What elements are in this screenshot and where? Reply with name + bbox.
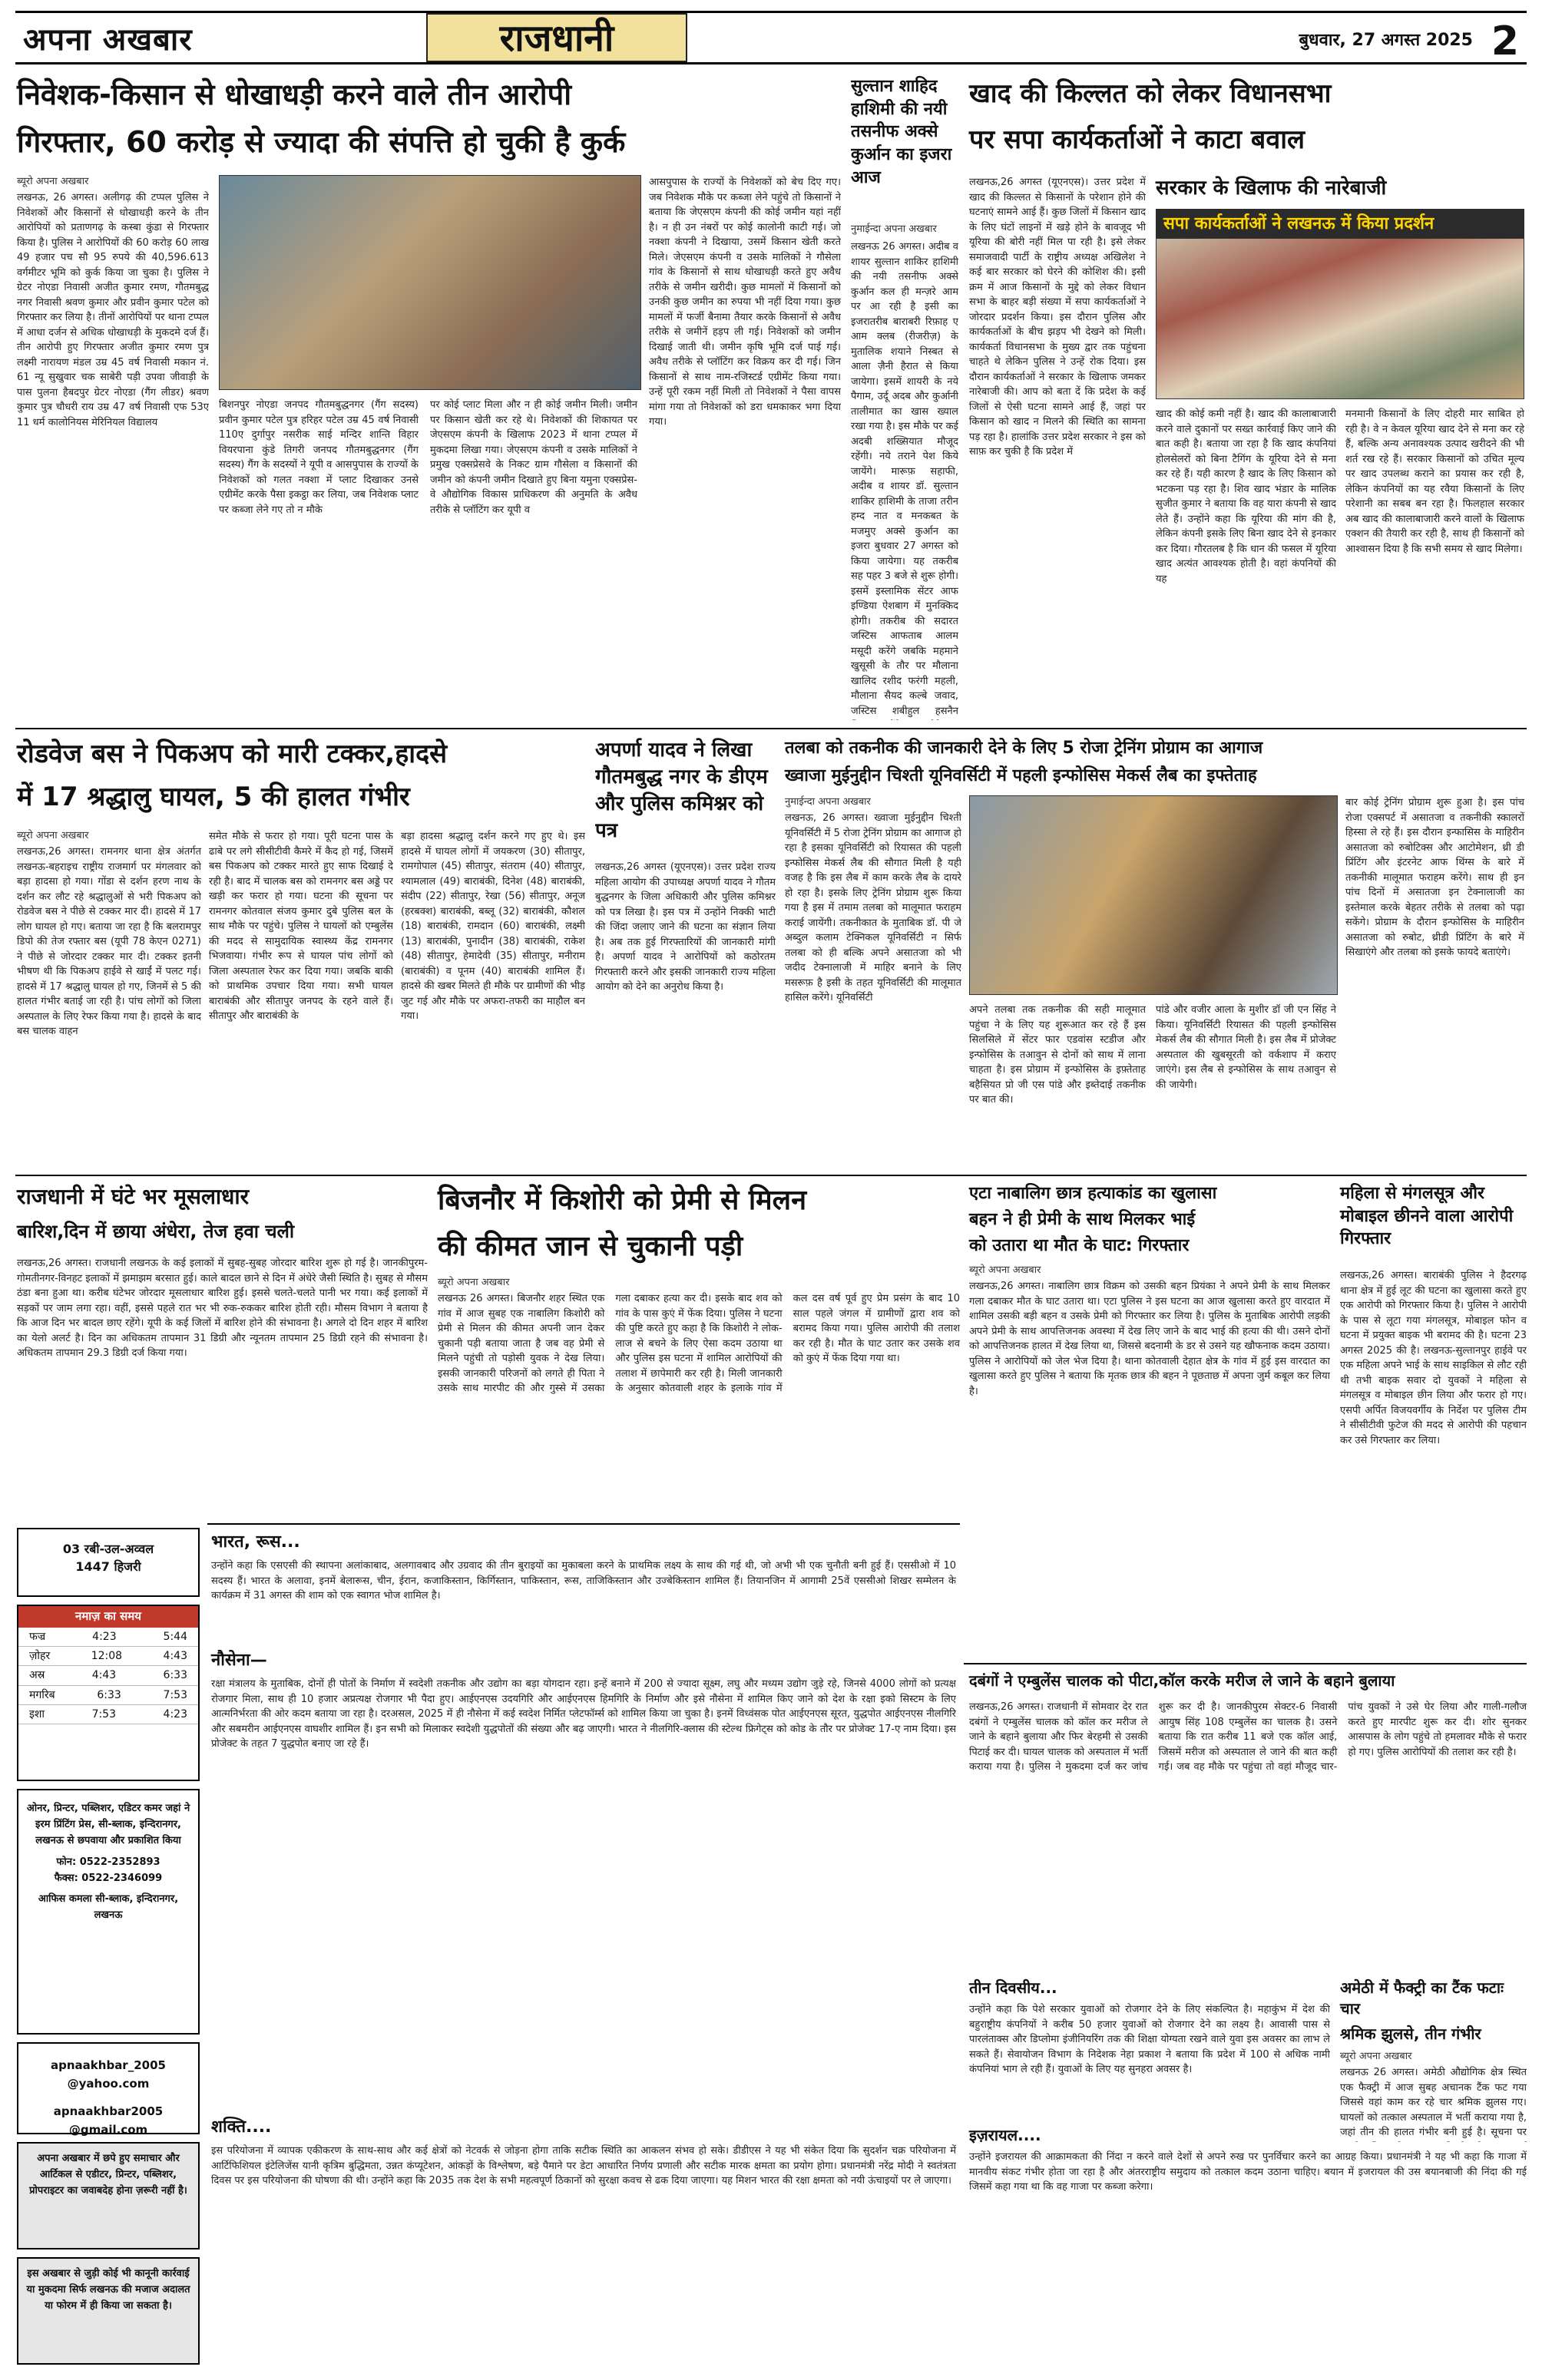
- story5-body: लखनऊ,26 अगस्त (यूएनएस)। उत्तर प्रदेश राज्य महिला आयोग की उपाध्यक्ष अपर्णा यादव ने गौतम बुद्धनगर के जिला अधिकारी और पुलिस कमिश्नर को पत्र लिखा है। इस पत्र में उन्होंने निक्की भाटी की जिंदा जलाए जाने की घटना का संज्ञान लिया है। अब तक हुई गिरफ्तारियों की जानकारी मांगी है। अपर्णा यादव ने आरोपियों को कठोरतम गिरफ्तारी करने और इसकी जानकारी राज्य महिला आयोग को देने का अनुरोध किया है।: [595, 861, 776, 993]
- imprint-box: [17, 1789, 200, 2035]
- prayer-start: 12:08: [91, 1650, 123, 1663]
- story4-headline-line2: में 17 श्रद्धालु घायल, 5 की हालत गंभीर: [17, 782, 410, 812]
- story17-headline-line2: श्रमिक झुलसे, तीन गंभीर: [1340, 2025, 1481, 2043]
- prayer-row: [18, 1686, 198, 1705]
- story4-byline: ब्यूरो अपना अखबार: [17, 830, 89, 841]
- story2-body: लखनऊ 26 अगस्त। अदीब व शायर सुल्तान शाकिर हाशिमी की नयी तसनीफ अक्से कुर्आन कल ही मन्ज़रे आम पर आ रही है इसी का इजरातरीब बाराबरी रिफ़ाह ए आम क्लब (रीजरीज़) के मुतालिक शयाने निस्बत से आला ज़ैनी हैरात से किया जायेगा। इसमें शायरी के नये पैगाम, उर्दू अदब और कुर्आनी तालीमात का खास ख्याल रखा गया है। इस मौके पर कई अदबी शख्सियात मौजूद रहेंगी। नये तराने पेश किये जायेंगे। मारूफ़ सहाफी, अदीब व शायर डॉ. सुल्तान शाकिर हाशिमी के ताजा तरीन हम्द नात व मनकबत के मजमुए अक्से कुर्आन का इजरा बुधवार 27 अगस्त को किया जायेगा। यह तकरीब सह पहर 3 बजे से शुरू होगी। इसमें इस्लामिक सेंटर आफ इण्डिया ऐशबाग में मुनक्किद होगी। तकरीब की सदारत जस्टिस आफताब आलम मसूदी करेंगे जबकि महमाने खुसूसी के तौर पर मौलाना खालिद रशीद फरंगी महली, मौलाना सैयद कल्बे जवाद, जस्टिस शबीहुल हसनैन: [851, 241, 958, 717]
- protest-photo: [1156, 238, 1524, 399]
- story1-byline: ब्यूरो अपना अखबार: [17, 176, 89, 187]
- story4-body-col2: समेत मौके से फरार हो गया। पूरी घटना पास के ढाबे पर लगे सीसीटीवी कैमरे में कैद हो गई, जिसमें बस पिकअप को टक्कर मारते हुए साफ दिखाई दे रही है। बाद में चालक बस को रामनगर बस अड्डे पर खड़ी कर फरार हो गया। घटना की सूचना पर रामनगर कोतवाल संजय कुमार दुबे पुलिस बल के साथ मौके पर पहुंचे। पुलिस ने घायलों को एम्बुलेंस की मदद से सामुदायिक स्वास्थ्य केंद्र रामनगर भिजवाया। गंभीर रूप से घायल पांच लोगों को जिला अस्पताल रेफर कर दिया गया। जबकि बाकी को प्राथमिक उपचार दिया गया। सभी घायल बाराबंकी और सीतापुर जनपद के रहने वाले हैं। सीतापुर और बाराबंकी के: [209, 831, 393, 1022]
- story1-body-col4: आसपुपास के राज्यों के निवेशकों को बेच दिए गए। जब निवेशक मौके पर कब्जा लेने पहुंचे तो किसानों ने बताया कि जेएसएम कंपनी की कोई जमीन यहां नहीं है। न ही उन नंबरों पर कोई कालोनी काटी गई। जो नक्शा कंपनी ने दिखाया, उसमें किसान खेती करते मिले। जेएसएम कंपनी व उसके मालिकों ने गौसेला गांव के किसानों से साथ धोखाधड़ी करते हुए अवैध तरीके से जमीन खरीदी। कुछ मामलों में किसानों को उनकी कुछ जमीन का रुपया भी नहीं दिया गया। कुछ मामलों में फर्जी बैनामा तैयार करके किसानों से अवैध तरीके से जमीनें हड़प ली गई। निवेशकों को जमीन दिखाई जाती थी। जमीन कृषि भूमि दर्ज पाई गई। अवैध तरीके से प्लॉटिंग कर विक्रय कर दी गई। जिन किसानों से साथ नाम-रजिस्टर्ड एग्रीमेंट किया गया। उन्हें पूरी रकम नहीं मिली तो निवेशकों ने पैसा वापस मांगा गया तो निवेशकों को डरा धमकाकर भगा दिया गया।: [649, 177, 841, 428]
- story7-body: लखनऊ,26 अगस्त। राजधानी लखनऊ के कई इलाकों में सुबह-सुबह जोरदार बारिश शुरू हो गई है। जानकीपुरम-गोमतीनगर-विनहट इलाकों में झमाझम बरसात हुई। काले बादल छाने से दिन में अंधेरे जैसी स्थिति है। सुबह से मौसम ठंडा बना हुआ था। करीब घंटेभर जोरदार मूसलाधार बारिश हुई। इससे चलते-चलते पानी भर गया। कई इलाकों में सड़कों पर जाम लगा रहा। वहीं, इससे पहले रात भर भी रुक-रुककर बारिश होती रही। मौसम विभाग ने बताया है कि आज दिन भर बादल छाए रहेंगे। यूपी के कई जिलों में बारिश होने की संभावना है। अगले दो दिन शहर में बारिश का येलो अलर्ट है। दिन का अधिकतम तापमान 31 डिग्री और न्यूनतम तापमान 25 डिग्री रहने की संभावना है। अधिकतम तापमान 29.3 डिग्री दर्ज किया गया।: [17, 1258, 428, 1359]
- story3-body-col2: खाद की कोई कमी नहीं है। खाद की कालाबाजारी करने वाले दुकानों पर सख्त कार्रवाई किए जाने की बात कही है। बताया जा रहा है कि खाद कंपनियां होलसेलरों को बिना टैगिंग के यूरिया देने से मना कर रहे हैं। यही कारण है खाद के लिए किसान को भटकना पड़ रहा है। शिव खाद भंडार के मालिक सुजीत कुमार ने बताया कि वह यारा कंपनी से खाद लेते हैं। उन्होंने कहा कि यूरिया की मांग की है, लेकिन कंपनी इसके लिए बिना खाद देने से इनकार कर दिया। गौरतलब है कि धान की फसल में यूरिया खाद अत्यंत आवश्यक होती है। वहां कंपनियों की यह: [1156, 408, 1336, 585]
- imprint-phone: फोन: 0522-2352893: [56, 1856, 160, 1869]
- section-divider-4: [964, 1663, 1527, 1664]
- story17-headline-line1: अमेठी में फैक्ट्री का टैंक फटाः चार: [1340, 1978, 1504, 2018]
- story7-headline-line1: राजधानी में घंटे भर मूसलाधार: [17, 1184, 250, 1209]
- prayer-times-box: [17, 1605, 200, 1781]
- story15-body: उन्होंने कहा कि पेशे सरकार युवाओं को रोजगार देने के लिए संकल्पित है। महाकुंभ में देश की बहुराष्ट्रीय कंपनियों ने करीब 50 हजार युवाओं को रोजगार देने का लक्ष्य है। आवासी पास से पारलंताक्स और डिप्लोमा इंजीनियरिंग तक की शिक्षा योग्यता रखने वाले युवा इस अवसर का लाभ ले सकते हैं। सेवायोजन विभाग के निदेशक नेहा प्रकाश ने बताया कि प्रदेश में 100 से अधिक नामी कंपनियां भाग ले रही हैं। युवाओं के लिए यह सुनहरा अवसर है।: [969, 2004, 1330, 2075]
- story3-body-col1: लखनऊ,26 अगस्त (यूएनएस)। उत्तर प्रदेश में खाद की किल्लत से किसानों के परेशान होने की घटनाएं सामने आई हैं। कुछ जिलों में किसान खाद के लिए घंटों लाइनों में खड़े होने के बावजूद भी यूरिया की बोरी नहीं मिल पा रही है। इसे लेकर समाजवादी पार्टी के राष्ट्रीय अध्यक्ष अखिलेश ने कई बार सरकार को घेरने की कोशिश की। इसी क्रम में आज किसानों के मुद्दे को लेकर विधान सभा के बाहर बड़ी संख्या में सपा कार्यकर्ताओं ने जोरदार प्रदर्शन किया। इस दौरान पुलिस और कार्यकर्ताओं के बीच झड़प भी देखने को मिली। कार्यकर्ता विधानसभा के मुख्य द्वार तक पहुंचना चाहते थे लेकिन पुलिस ने उन्हें रोक दिया। इस दौरान कार्यकर्ताओं ने सरकार के खिलाफ जमकर नारेबाजी की। आप को बता दें कि प्रदेश के कई जिलों से ऐसी घटना सामने आई हैं, जहां पर किसान को खाद न मिलने की स्थिति का सामना पड़ रहा है। हालांकि उत्तर प्रदेश सरकार ने इस को साफ़ कर चुकी है कि प्रदेश में: [969, 177, 1146, 458]
- prayer-end: 5:44: [163, 1630, 187, 1643]
- section-divider-2: [15, 1175, 1527, 1176]
- story10-body: लखनऊ,26 अगस्त। बाराबंकी पुलिस ने हैदरगढ़ थाना क्षेत्र में हुई लूट की घटना का खुलासा करते हुए एक आरोपी को गिरफ्तार किया है। पुलिस ने आरोपी के पास से लूटा गया मंगलसूत्र, मोबाइल फोन व घटना में प्रयुक्त बाइक भी बरामद की है। घटना 23 अगस्त 2025 की है। लखनऊ-सुल्तानपुर हाईवे पर एक महिला अपने भाई के साथ साइकिल से लौट रही थी तभी बाइक सवार दो युवकों ने महिला से मंगलसूत्र व मोबाइल छीन लिया और फरार हो गए। एसपी अर्पित विजयवर्गीय के निर्देश पर पुलिस टीम ने सीसीटीवी फुटेज की मदद से आरोपी की पहचान कर उसे गिरफ्तार कर लिया।: [1340, 1270, 1527, 1446]
- story9-byline: ब्यूरो अपना अखबार: [969, 1264, 1041, 1276]
- masthead: [15, 11, 1527, 64]
- email-1: apnaakhbar_2005 @yahoo.com: [51, 2058, 166, 2091]
- story6-body-col3: पांडे और वजीर आला के मुशीर डॉ जी एन सिंह ने किया। यूनिवर्सिटी रियासत की पहली इन्फोसिस मेकर्स लैब की सौगात मिली है। इस लैब में प्रोजेक्ट अस्पताल की खुबसूरती को वर्कशाप में कराए जाएंगे। इस लैब से इन्फोसिस के साथ तआवुन से की जायेगी।: [1156, 1004, 1336, 1091]
- story14-body: लखनऊ,26 अगस्त। राजधानी में सोमवार देर रात दबंगों ने एम्बुलेंस चालक को कॉल कर मरीज ले जाने के बहाने बुलाया और फिर बेरहमी से उसकी पिटाई कर दी। घायल चालक को अस्पताल में भर्ती कराया गया है। पुलिस ने मुकदमा दर्ज कर जांच शुरू कर दी है। जानकीपुरम सेक्टर-6 निवासी आयुष सिंह 108 एम्बुलेंस का चालक है। उसने बताया कि रात करीब 11 बजे एक कॉल आई, जिसमें मरीज को अस्पताल ले जाने की बात कही गई। जब वह मौके पर पहुंचा तो वहां मौजूद चार-पांच युवकों ने उसे घेर लिया और गाली-गलौज करते हुए मारपीट शुरू कर दी। शोर सुनकर आसपास के लोग पहुंचे तो हमलावर मौके से फरार हो गए। पुलिस आरोपियों की तलाश कर रही है।: [969, 1701, 1527, 1773]
- story6-headline-line2: ख्वाजा मुईनुद्दीन चिश्ती यूनिवर्सिटी में पहली इन्फोसिस मेकर्स लैब का इफ्तेताह: [785, 766, 1257, 785]
- page-number: 2: [1491, 18, 1519, 64]
- email-2: apnaakhbar2005 @gmail.com: [53, 2104, 164, 2137]
- prayer-name: अस्र: [29, 1669, 45, 1682]
- section-title: राजधानी: [426, 13, 687, 62]
- paper-name: अपना अखबार: [23, 22, 193, 58]
- hijri-line2: 1447 हिजरी: [75, 1559, 141, 1575]
- story11-heading: भारत, रूस...: [211, 1532, 300, 1552]
- story1-body-col3: पर कोई प्लाट मिला और न ही कोई जमीन मिली। जमीन पर किसान खेती कर रहे थे। निवेशकों की शिकायत पर जेएसएम कंपनी के खिलाफ 2023 में थाना टप्पल में मुकदमा लिखा गया। जेएसएम कंपनी व उसके मालिकों ने प्रमुख एक्सप्रेसवे के निकट ग्राम गौसेला व किसानों की जमीन को कंपनी जमीन दिखाते हुए बिना यमुना एक्सप्रेस-वे औद्योगिक विकास प्राधिकरण की अनुमति के अवैध तरीके से प्लॉटिंग कर यूपी व: [430, 399, 637, 516]
- story4-body-col3: बड़ा हादसा श्रद्धालु दर्शन करने गए हुए थे। इस हादसे में घायल लोगों में जयकरण (30) सीतापुर, रामगोपाल (45) सीतापुर, संतराम (40) सीतापुर, श्यामलाल (49) बाराबंकी, दिनेश (48) बाराबंकी, संदीप (22) सीतापुर, रेखा (56) सीतापुर, अनूज (हरबक्श) बाराबंकी, बब्लू (32) बाराबंकी, कौशल (18) बाराबंकी, रामदान (60) बाराबंकी, लक्ष्मी (13) बाराबंकी, पुनादीन (38) बाराबंकी, राकेश (48) सीतापुर, हेमादेवी (35) सीतापुर, मनीराम (बाराबंकी) व पूनम (40) बाराबंकी शामिल हैं। हादसे की खबर मिलते ही मौके पर ग्रामीणों की भीड़ जुट गई और मौके पर अफरा-तफरी का माहौल बन गया।: [401, 831, 585, 1022]
- story9-headline-line2: बहन ने ही प्रेमी के साथ मिलकर भाई: [969, 1210, 1196, 1229]
- story10-headline: महिला से मंगलसूत्र और मोबाइल छीनने वाला आरोपी गिरफ्तार: [1340, 1184, 1514, 1249]
- imprint-text: ओनर, प्रिन्टर, पब्लिशर, एडिटर कमर जहां ने इरम प्रिंटिंग प्रेस, सी-ब्लाक, इन्दिरानगर, लखनऊ से छपवाया और प्रकाशित किया: [26, 1803, 190, 1846]
- prayer-end: 4:43: [163, 1650, 187, 1663]
- story8-headline-line1: बिजनौर में किशोरी को प्रेमी से मिलन: [438, 1185, 807, 1216]
- story6-body-col2: अपने तलबा तक तकनीक की सही मालूमात पहुंचा ने के लिए यह शुरूआत कर रहे हैं इस सिलसिले में सेंटर फार एडवांस स्टडीज और इन्फोसिस के तआवुन से दोनों को साथ में लाना चाहता है। इस प्रोग्राम में इन्फोसिस के इफ़्तेताह बहैसियत प्रो जी एस पांडे और इब्तेदाई तकनीक पर बात की।: [969, 1004, 1146, 1106]
- story13-body: इस परियोजना में व्यापक एकीकरण के साथ-साथ और कई क्षेत्रों को नेटवर्क से जोड़ना होगा ताकि सटीक स्थिति का आकलन संभव हो सके। डीडीएस ने यह भी संकेत दिया कि सुदर्शन चक्र परियोजना में आर्टिफिशियल इंटेलिजेंस यानी कृत्रिम बुद्धिमता, उन्नत कंप्यूटेशन, आंकड़ों के विश्लेषण, बड़े पैमाने पर डेटा आधारित निर्णय प्रणाली और सटीक मारक क्षमता का प्रयोग होगा। प्रधानमंत्री नरेंद्र मोदी ने स्वतंत्रता दिवस पर इस परियोजना की घोषणा की थी। उन्होंने कहा कि 2035 तक देश के सभी महत्वपूर्ण ठिकानों को सुरक्षा कवच से ढक दिया जाएगा। यह मिशन भारत की रक्षा क्षमता को नयी ऊंचाइयों पर ले जाएगा।: [211, 2145, 956, 2187]
- story8-byline: ब्यूरो अपना अखबार: [438, 1277, 510, 1288]
- story4-headline-line1: रोडवेज बस ने पिकअप को मारी टक्कर,हादसे: [17, 739, 448, 769]
- story14-headline: दबंगों ने एम्बुलेंस चालक को पीटा,कॉल करके मरीज ले जाने के बहाने बुलाया: [969, 1671, 1395, 1690]
- story2-byline: नुमाईन्दा अपना अखबार: [851, 223, 937, 235]
- story9-body: लखनऊ,26 अगस्त। नाबालिग छात्र विक्रम को उसकी बहन प्रियंका ने अपने प्रेमी के साथ मिलकर गला दबाकर मौत के घाट उतारा था। एटा पुलिस ने इस घटना का आज खुलासा करते हुए वारदात में शामिल उसकी बड़ी बहन व उसके प्रेमी को गिरफ्तार कर लिया है। पुलिस के मुताबिक आरोपी लड़की अपने प्रेमी के साथ आपत्तिजनक अवस्था में देख लिए जाने के बाद भाई की हत्या की थी। उसने दोनों को आपत्तिजनक हालत में देख लिया था, जिससे बदनामी के डर से उसने यह खौफनाक कदम उठाया। पुलिस ने आरोपियों को जेल भेज दिया है। थाना कोतवाली देहात क्षेत्र के गांव में हुई इस वारदात का खुलासा करते हुए पुलिस ने बताया कि मृतक छात्र की बहन ने पूछताछ में अपना जुर्म कबूल कर लिया है।: [969, 1281, 1330, 1397]
- prayer-end: 4:23: [163, 1707, 187, 1721]
- story1-headline-line2: गिरफ्तार, 60 करोड़ से ज्यादा की संपत्ति हो चुकी है कुर्क: [17, 125, 626, 159]
- prayer-title: नमाज़ का समय: [18, 1606, 198, 1628]
- story15-heading: तीन दिवसीय...: [969, 1978, 1057, 1997]
- story6-body-col4: बार कोई ट्रेनिंग प्रोग्राम शुरू हुआ है। इस पांच रोजा एक्सपर्ट में असातजा व तकनीकी स्कालरों हिस्सा ले रहे हैं। इस दौरान इन्फासिस के माहिरीन असातजा को रुबोटिक्स और आटोमेशन, थ्री डी प्रिंटिंग और इंटरनेट आफ थिंग्स के बारे में तकनीकी मालूमात फराहम करेंगे। साथ ही इन पांच दिनों में असातजा इन टेक्नालाजी का इस्तेमाल करके बेहतर तरीके से तलबा को पढ़ा सकेंगे। प्रोग्राम के दौरान इन्फोसिस के माहिरीन असातजा को रुबोट, थ्रीडी प्रिंटिंग के बारे में सिखाएंगे और तलबा को इसके फायदे बताएंगे।: [1345, 797, 1524, 958]
- prayer-start: 7:53: [91, 1707, 117, 1721]
- story9-headline-line3: को उतारा था मौत के घाट: गिरफ्तार: [969, 1236, 1190, 1255]
- prayer-start: 6:33: [97, 1688, 121, 1701]
- story13-heading: शक्ति....: [211, 2117, 272, 2137]
- story6-byline: नुमाईन्दा अपना अखबार: [785, 796, 871, 808]
- story11-body: उन्होंने कहा कि एसएसी की स्थापना अलांकाबाद, अलगावबाद और उग्रवाद की तीन बुराइयों का मुकाबला करने के प्राथमिक लक्ष्य के साथ की गई थी, जो अभी भी एक चुनौती बनी हुई हैं। एससीओ में 10 सदस्य हैं। भारत के अलावा, इनमें बेलारूस, चीन, ईरान, कजाकिस्तान, किर्गिस्तान, पाकिस्तान, रूस, ताजिकिस्तान और उज्बेकिस्तान शामिल हैं। तियानजिन में आगामी 25वें एससीओ शिखर सम्मेलन के कार्यक्रम में 31 अगस्त की शाम को एक स्वागत भोज शामिल है।: [211, 1560, 956, 1602]
- story12-body: रक्षा मंत्रालय के मुताबिक, दोनों ही पोतों के निर्माण में स्वदेशी तकनीक और उद्योग का बड़ा योगदान रहा। इन्हें बनाने में 200 से ज्यादा सूक्ष्म, लघु और मध्यम उद्योग जुड़े रहे, जिनसे 4000 लोगों को प्रत्यक्ष रोजगार मिला, साथ ही 10 हजार अप्रत्यक्ष रोजगार भी पैदा हुए। आईएनएस उदयगिरि और आईएनएस हिमगिरि के निर्माण और इसे नौसेना में शामिल किए जाने को देश के रक्षा इको सिस्टम के लिए आत्मनिर्भरता की ओर कदम बताया जा रहा है। दरअसल, 2025 में ही नौसेना में कई स्वदेश निर्मित प्लेटफॉर्म्स को शामिल किया जा चुका है। इनमें विध्वंसक पोत आईएनएस सूरत, युद्धपोत आईएनएस नीलगिरि और सबमरीन आईएनएस वाघशीर शामिल हैं। इन सभी को मिलाकर स्वदेशी युद्धपोतों की संख्या और बढ़ जाएगी। भारत ने नीलगिरि-क्लास की स्टेल्थ फ्रिगेट्स को कोड के तौर पर प्रोजेक्ट 17-ए नाम दिया। इस प्रोजेक्ट के तहत 7 युद्धपोत बनाए जा रहे हैं।: [211, 1678, 956, 1750]
- disclaimer-box-1: अपना अखबार में छपे हुए समाचार और आर्टिकल से एडीटर, प्रिन्टर, पब्लिशर, प्रोपराइटर का जवाबदेह होना ज़रूरी नहीं है।: [17, 2142, 200, 2249]
- story4-body-col1: लखनऊ,26 अगस्त। रामनगर थाना क्षेत्र अंतर्गत लखनऊ-बहराइच राष्ट्रीय राजमार्ग पर मंगलवार को बड़ा हादसा हो गया। गोंडा से दर्शन हरण नाथ के दर्शन कर लौट रहे श्रद्धालुओं से भरी पिकअप को रोडवेज बस ने पीछे से टक्कर मार दी। हादसे में 17 लोग घायल हो गए। बताया जा रहा है कि बलरामपुर डिपो की तेज रफ्तार बस (यूपी 78 केएन 0271) ने पीछे से जोरदार टक्कर मार दी। टक्कर इतनी भीषण थी कि पिकअप हाईवे से खाईं में पलट गई। हादसे में 17 श्रद्धालु घायल हो गए, जिनमें से 5 की हालत गंभीर बताई जा रही है। पांच लोगों को जिला अस्पताल के लिए रेफर किया गया है। हादसे के बाद बस चालक वाहन: [17, 846, 201, 1037]
- issue-date: बुधवार, 27 अगस्त 2025: [1299, 31, 1473, 50]
- story2-headline: सुल्तान शाहिद हाशिमी की नयी तसनीफ अक्से कुर्आन का इजरा आज: [851, 77, 952, 187]
- story1-body-col1: लखनऊ, 26 अगस्त। अलीगढ़ की टप्पल पुलिस ने निवेशकों और किसानों से धोखाधड़ी करने के तीन आरोपियों को प्रताणगढ़ के कस्बा कुंडा से गिरफ्तार किया है। पुलिस ने आरोपियों की 60 करोड़ 60 लाख 49 हजार पच सौ 95 रुपये की 40,596.613 वर्गमीटर भूमि को कुर्क किया जा चुका है। पुलिस ने ग्रेटर नोएडा निवासी अजीत कुमार रमण, गौतमबुद्ध नगर निवासी श्रवण कुमार और प्रवीन कुमार पटेल को गिरफ्तार कर लिया है। तीनों आरोपियों पर थाना टप्पल में आधा दर्जन से अधिक धोखाधड़ी के मुकदमे दर्ज हैं। तीन आरोपी हुए गिरफ्तार अजीत कुमार रमण पुत्र लक्ष्मी नारायण मंडल उम्र 45 वर्ष निवासी मकान नं. 61 न्यू सुखुवार चक साबेरी पड़ी उपवा जीवाड़ी के पास पुलना हैबदपुर ग्रेटर नोएडा (गैंग लीडर) श्रवण कुमार पुत्र चौधरी राय उम्र 47 वर्ष निवासी एफ 53ए 11 धर्म कालोनियस मेरिनियल विद्यालय: [17, 192, 209, 428]
- imprint-office: आफिस कमला सी-ब्लाक, इन्दिरानगर, लखनऊ: [38, 1892, 179, 1921]
- story12-heading: नौसेना—: [211, 1651, 267, 1670]
- prayer-name: इशा: [29, 1707, 45, 1721]
- story3-headline-line2: पर सपा कार्यकर्ताओं ने काटा बवाल: [969, 124, 1305, 155]
- story5-headline: अपर्णा यादव ने लिखा गौतमबुद्ध नगर के डीएम और पुलिस कमिश्नर को पत्र: [595, 739, 768, 843]
- story8-body: लखनऊ 26 अगस्त। बिजनौर शहर स्थित एक गांव में आज सुबह एक नाबालिग किशोरी को प्रेमी से मिलन की कीमत अपनी जान देकर चुकानी पड़ी बताया जाता है जब वह प्रेमी से मिलने पहुंची तो पड़ोसी युवक ने देख लिया। इसकी जानकारी परिजनों को लगते ही पिता ने उसके साथ मारपीट की और गुस्से में उसका गला दबाकर हत्या कर दी। इसके बाद शव को गांव के पास कुएं में फेंक दिया। पुलिस ने घटना की पुष्टि करते हुए कहा है कि किशोरी ने लोक-लाज से बचने के लिए ऐसा कदम उठाया था और पुलिस इस घटना में शामिल आरोपियों की तलाश में छापेमारी कर रही है। मिली जानकारी के अनुसार कोतवाली शहर के इलाके गांव में कल दस वर्ष पूर्व हुए प्रेम प्रसंग के बाद 10 साल पहले जंगल में ग्रामीणों द्वारा शव को बरामद किया गया। पुलिस आरोपी की तलाश कर रही है। मौत के घाट उतार कर उसके शव को कुएं में फेंक दिया गया था।: [438, 1293, 960, 1394]
- story6-headline-line1: तलबा को तकनीक की जानकारी देने के लिए 5 रोजा ट्रेनिंग प्रोग्राम का आगाज: [785, 739, 1263, 758]
- story1-body-col2: बिशनपुर नोएडा जनपद गौतमबुद्धनगर (गैंग सदस्य) प्रवीन कुमार पटेल पुत्र हरिहर पटेल उम्र 45 वर्ष निवासी 110ए दुर्गापुर नसरीक साई मन्दिर शान्ति विहार वियरपाना कुंडे तिगरी जनपद गौतमबुद्धनगर (गैंग सदस्य) गैंग के सदस्यों ने यूपी व आसपुपास के राज्यों के निवेशकों को गलत नक्शा में प्लाट दिखाकर उनसे एग्रीमेंट करके पैसा इकट्ठा कर लिया, जब निवेशक प्लाट पर कब्जा लेने गए तो न मौके: [219, 399, 419, 516]
- disclaimer-box-2: इस अखबार से जुड़ी कोई भी कानूनी कार्रवाई या मुकदमा सिर्फ लखनऊ की मजाज अदालत या फोरम में ही किया जा सकता है।: [17, 2257, 200, 2365]
- story3-body-col3: मनमानी किसानों के लिए दोहरी मार साबित हो रही है। वे न केवल यूरिया खाद देने से मना कर रहे हैं, बल्कि अन्य अनावश्यक उत्पाद खरीदने की भी शर्त रख रहे हैं। सरकार किसानों को उचित मूल्य पर खाद उपलब्ध कराने का प्रयास कर रही है, लेकिन कंपनियों का यह रवैया किसानों के लिए परेशानी का सबब बन रहा है। फिलहाल सरकार अब खाद की कालाबाजारी करने वालों के खिलाफ एक्शन की तैयारी कर रही है, साथ ही किसानों को आश्वासन दिया है कि सभी समय से खाद मिलेगा।: [1345, 408, 1524, 555]
- story17-byline: ब्यूरो अपना अखबार: [1340, 2051, 1412, 2062]
- university-building-photo: [969, 795, 1338, 995]
- story3-photo-caption: सपा कार्यकर्ताओं ने लखनऊ में किया प्रदर्शन: [1156, 209, 1524, 240]
- prayer-end: 6:33: [163, 1669, 187, 1682]
- prayer-name: मगरिब: [29, 1688, 55, 1701]
- prayer-rows: [18, 1628, 198, 1724]
- story17-body: लखनऊ 26 अगस्त। अमेठी औद्योगिक क्षेत्र स्थित एक फैक्ट्री में आज सुबह अचानक टैंक फट गया जिससे वहां काम कर रहे चार श्रमिक झुलस गए। घायलों को तत्काल अस्पताल में भर्ती कराया गया है, जहां तीन की हालत गंभीर बनी हुई है। सूचना पर: [1340, 2067, 1527, 2138]
- story9-headline-line1: एटा नाबालिग छात्र हत्याकांड का खुलासा: [969, 1184, 1217, 1203]
- hijri-calendar-box: [17, 1528, 200, 1597]
- story3-headline-line1: खाद की किल्लत को लेकर विधानसभा: [969, 78, 1332, 109]
- story3-subheadline: सरकार के खिलाफ की नारेबाजी: [1156, 177, 1387, 200]
- prayer-row: [18, 1647, 198, 1666]
- imprint-fax: फैक्स: 0522-2346099: [54, 1873, 163, 1885]
- story6-body-col1: लखनऊ, 26 अगस्त। ख्वाजा मुईनुद्दीन चिश्ती यूनिवर्सिटी में 5 रोजा ट्रेनिंग प्रोग्राम का आगाज हो रहा है इसका यूनिवर्सिटी को रियासत की पहली इन्फोसिस मेकर्स लैब की सौगात मिली है यही वजह है कि इस लैब में काम करके लैब के दायरे हो रहा है। इसके लिए ट्रेनिंग प्रोग्राम शुरू किया गया है इस में तमाम तलबा को मालूमात फराहम कराई जायेंगी। तकनीकात के मुताबिक डॉ. पी जे अब्दुल कलाम टेक्निकल यूनिवर्सिटी न सिर्फ तलबा को ही बल्कि अपने असातजा को भी जदीद टेक्नालाजी में माहिर बनाने के लिए मसरूफ़ है इसी के तहत यूनिवर्सिटी की मालूमात हासिल करेंगे। यूनिवर्सिटी: [785, 812, 961, 1003]
- prayer-row: [18, 1666, 198, 1685]
- prayer-name: फज्र: [29, 1630, 46, 1643]
- police-press-photo: [219, 175, 641, 390]
- email-box: [17, 2042, 200, 2137]
- prayer-start: 4:23: [92, 1630, 117, 1643]
- section-divider: [15, 728, 1527, 729]
- prayer-start: 4:43: [91, 1669, 117, 1682]
- story16-heading: इज़रायल....: [969, 2126, 1041, 2144]
- prayer-row: [18, 1628, 198, 1647]
- section-divider-3: [207, 1523, 960, 1525]
- hijri-line1: 03 रबी-उल-अव्वल: [62, 1542, 154, 1556]
- prayer-end: 7:53: [163, 1688, 187, 1701]
- story7-headline-line2: बारिश,दिन में छाया अंधेरा, तेज हवा चली: [17, 1221, 295, 1242]
- prayer-name: ज़ोहर: [29, 1650, 51, 1663]
- story8-headline-line2: की कीमत जान से चुकानी पड़ी: [438, 1231, 743, 1262]
- prayer-row: [18, 1705, 198, 1724]
- story1-headline-line1: निवेशक-किसान से धोखाधड़ी करने वाले तीन आरोपी: [17, 78, 572, 111]
- story16-body: उन्होंने इजरायल की आक्रामकता की निंदा न करने वाले देशों से अपने रुख पर पुनर्विचार करने का आग्रह किया। प्रधानमंत्री ने यह भी कहा कि गाजा में मानवीय संकट गंभीर होता जा रहा है और अंतरराष्ट्रीय समुदाय को तत्काल कदम उठाना चाहिए। बयान में इजरायल की उस बयानबाजी की निंदा की गई जिसमें कहा गया था कि वह गाजा पर कब्जा करेगा।: [969, 2151, 1527, 2193]
